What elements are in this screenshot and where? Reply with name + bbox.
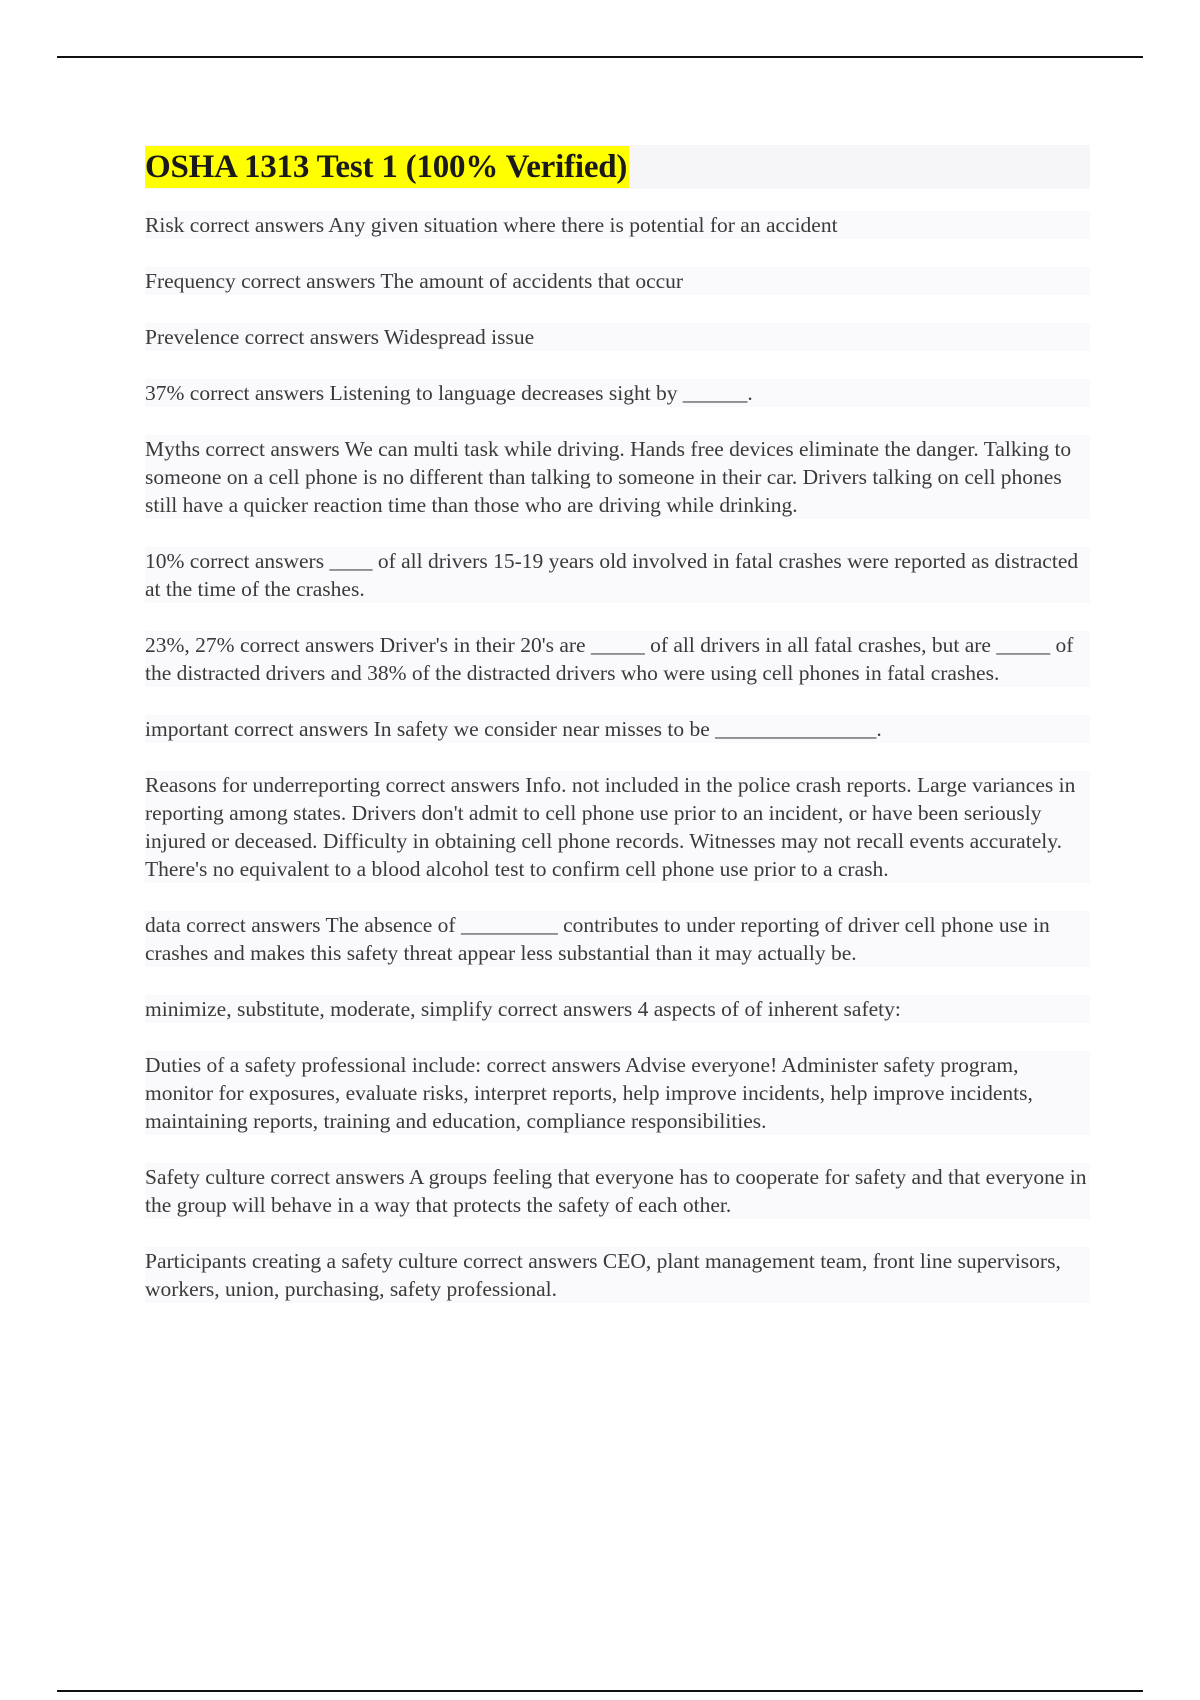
qa-entry-data: data correct answers The absence of _________ contributes to under reporting of driver cell phone use in crashes and makes this safety threat appear less substantial than it may actually be. bbox=[145, 911, 1090, 967]
bottom-rule bbox=[57, 1690, 1143, 1692]
qa-entry-risk: Risk correct answers Any given situation where there is potential for an accident bbox=[145, 211, 1090, 239]
qa-entry-safety-culture: Safety culture correct answers A groups feeling that everyone has to cooperate for safety and that everyone in the group will behave in a way that protects the safety of each other. bbox=[145, 1163, 1090, 1219]
qa-entry-underreporting: Reasons for underreporting correct answers Info. not included in the police crash reports. Large variances in reporting among states. Drivers don't admit to cell phone use prior to an incident, or have been seriously injured or deceased. Difficulty in obtaining cell phone records. Witnesses may not recall events accurately. There's no equivalent to a blood alcohol test to confirm cell phone use prior to a crash. bbox=[145, 771, 1090, 883]
qa-entry-duties: Duties of a safety professional include: correct answers Advise everyone! Administer safety program, monitor for exposures, evaluate risks, interpret reports, help improve incidents, help improve incidents, maintaining reports, training and education, compliance responsibilities. bbox=[145, 1051, 1090, 1135]
qa-entry-frequency: Frequency correct answers The amount of accidents that occur bbox=[145, 267, 1090, 295]
document-body bbox=[145, 145, 1090, 1331]
qa-entry-prevalence: Prevelence correct answers Widespread issue bbox=[145, 323, 1090, 351]
qa-entry-important: important correct answers In safety we consider near misses to be _______________. bbox=[145, 715, 1090, 743]
page-title: OSHA 1313 Test 1 (100% Verified) bbox=[145, 146, 629, 188]
qa-entry-10-percent: 10% correct answers ____ of all drivers 15-19 years old involved in fatal crashes were reported as distracted at the time of the crashes. bbox=[145, 547, 1090, 603]
qa-entry-participants: Participants creating a safety culture correct answers CEO, plant management team, front line supervisors, workers, union, purchasing, safety professional. bbox=[145, 1247, 1090, 1303]
qa-entry-37-percent: 37% correct answers Listening to language decreases sight by ______. bbox=[145, 379, 1090, 407]
qa-entry-myths: Myths correct answers We can multi task while driving. Hands free devices eliminate the danger. Talking to someone on a cell phone is no different than talking to someone in their car. Drivers talking on cell phones still have a quicker reaction time than those who are driving while drinking. bbox=[145, 435, 1090, 519]
qa-entry-23-27-percent: 23%, 27% correct answers Driver's in their 20's are _____ of all drivers in all fatal crashes, but are _____ of the distracted drivers and 38% of the distracted drivers who were using cell phones in fatal crashes. bbox=[145, 631, 1090, 687]
top-rule bbox=[57, 56, 1143, 58]
qa-entry-inherent-safety: minimize, substitute, moderate, simplify correct answers 4 aspects of of inherent safety: bbox=[145, 995, 1090, 1023]
title-bar bbox=[145, 145, 1090, 189]
